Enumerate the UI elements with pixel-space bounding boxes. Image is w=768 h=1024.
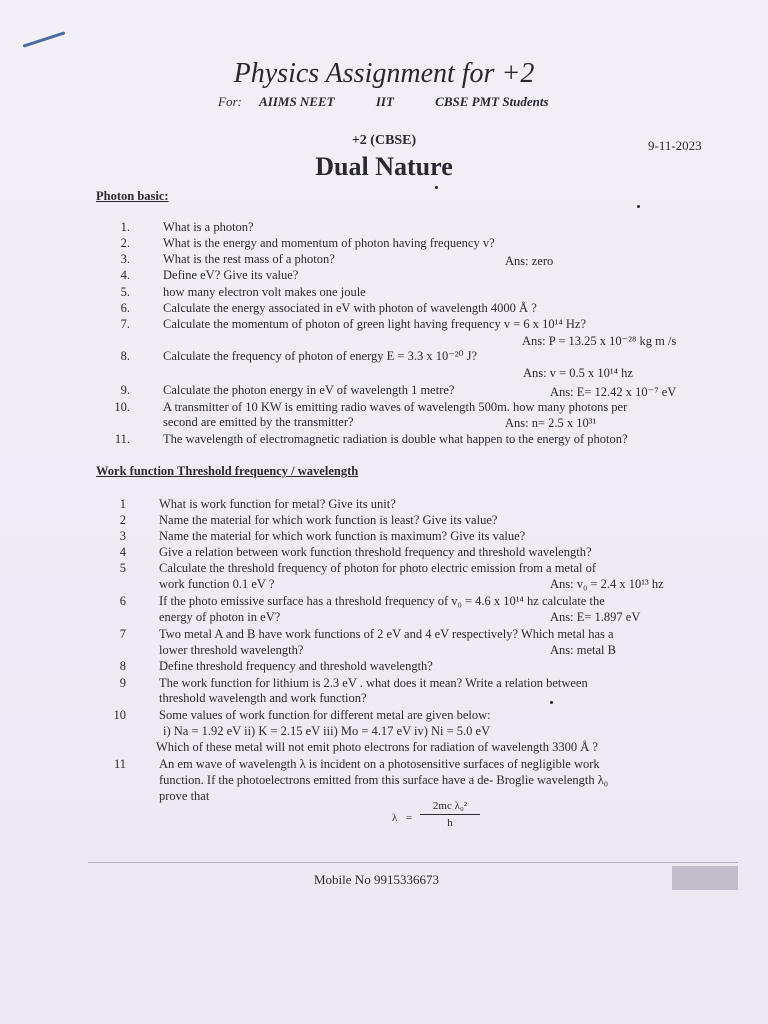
question-text-continued: work function 0.1 eV ? (159, 577, 275, 591)
answer-text: Ans: E= 1.897 eV (550, 610, 641, 624)
answer-text: Ans: n= 2.5 x 10³¹ (505, 416, 597, 430)
question-number: 10. (114, 400, 130, 414)
question-text: Calculate the energy associated in eV with photon of wavelength 4000 Å ? (163, 301, 537, 315)
page-title: Physics Assignment for +2 (233, 58, 535, 89)
question-number: 1. (120, 220, 130, 234)
for-label: For: (218, 94, 242, 109)
mobile-number: Mobile No 9915336673 (314, 872, 439, 887)
question-number: 2 (119, 513, 126, 527)
question-text: If the photo emissive surface has a threshold frequency of v₀ = 4.6 x 10¹⁴ hz calculate the (159, 594, 605, 608)
question-number: 3. (120, 252, 130, 266)
audience-line (218, 94, 587, 110)
question-number: 7. (120, 317, 130, 331)
section-heading-work-function: Work function Threshold frequency / wavelength (96, 464, 359, 478)
question-text: The work function for lithium is 2.3 eV . what does it mean? Write a relation between (159, 676, 588, 690)
question-text-continued: threshold wavelength and work function? (159, 691, 367, 705)
speck (435, 186, 438, 189)
answer-text: Ans: zero (505, 254, 554, 268)
question-text-continued: prove that (159, 789, 210, 803)
question-text: The wavelength of electromagnetic radiation is double what happen to the energy of photon? (163, 432, 628, 446)
question-number: 4 (119, 545, 126, 559)
question-text: Calculate the photon energy in eV of wavelength 1 metre? (163, 383, 455, 397)
formula-lhs: λ (392, 812, 398, 824)
formula-denominator: h (447, 817, 453, 829)
question-text-continued: i) Na = 1.92 eV ii) K = 2.15 eV iii) Mo = 4.17 eV iv) Ni = 5.0 eV (163, 724, 491, 738)
stamp-mark (672, 866, 738, 890)
question-number: 7 (119, 627, 126, 641)
formula-numerator: 2mc λ₀² (420, 800, 480, 815)
question-text-continued: function. If the photoelectrons emitted from this surface have a de- Broglie wavelength λ₀ (159, 773, 609, 787)
footer-divider (88, 862, 738, 863)
question-number: 10 (113, 708, 126, 722)
speck (637, 205, 640, 208)
question-text: Calculate the threshold frequency of photon for photo electric emission from a metal of (159, 561, 597, 575)
answer-text: Ans: v = 0.5 x 10¹⁴ hz (523, 366, 633, 380)
formula-fraction (420, 800, 480, 829)
question-text: What is work function for metal? Give its unit? (159, 497, 396, 511)
question-number: 5. (120, 285, 130, 299)
answer-text: Ans: P = 13.25 x 10⁻²⁸ kg m /s (522, 334, 677, 348)
answer-text: Ans: E= 12.42 x 10⁻⁷ eV (550, 385, 677, 399)
question-number: 9 (119, 676, 126, 690)
question-number: 6. (120, 301, 130, 315)
question-text-continued: energy of photon in eV? (159, 610, 281, 624)
question-number: 11. (114, 432, 130, 446)
question-text: What is the rest mass of a photon? (163, 252, 335, 266)
question-number: 3 (119, 529, 126, 543)
question-number: 2. (120, 236, 130, 250)
question-text: Calculate the momentum of photon of green light having frequency v = 6 x 10¹⁴ Hz? (163, 317, 587, 331)
question-text: Give a relation between work function threshold frequency and threshold wavelength? (159, 545, 592, 559)
question-text: Calculate the frequency of photon of energy E = 3.3 x 10⁻²⁰ J? (163, 349, 478, 363)
question-text: Define eV? Give its value? (163, 268, 299, 282)
question-text: An em wave of wavelength λ is incident on a photosensitive surfaces of negligible work (159, 757, 600, 771)
class-level: +2 (CBSE) (351, 133, 417, 148)
pen-mark (23, 31, 66, 47)
question-text: Define threshold frequency and threshold wavelength? (159, 659, 433, 673)
question-text: What is the energy and momentum of photon having frequency v? (163, 236, 495, 250)
question-number: 1 (119, 497, 126, 511)
assignment-date: 9-11-2023 (648, 138, 702, 153)
speck (550, 701, 553, 704)
chapter-title: Dual Nature (315, 152, 453, 181)
audience-cbse: CBSE PMT Students (435, 94, 549, 109)
question-number: 6 (119, 594, 126, 608)
formula-equals: = (406, 812, 413, 824)
question-number: 9. (120, 383, 130, 397)
question-text: Some values of work function for different metal are given below: (159, 708, 491, 722)
question-number: 8. (120, 349, 130, 363)
question-text-continued: lower threshold wavelength? (159, 643, 304, 657)
audience-iit: IIT (375, 94, 394, 109)
question-number: 11 (113, 757, 126, 771)
question-text: A transmitter of 10 KW is emitting radio waves of wavelength 500m. how many photons per (163, 400, 628, 414)
question-text: Name the material for which work function is least? Give its value? (159, 513, 498, 527)
question-text-continued: Which of these metal will not emit photo electrons for radiation of wavelength 3300 Å ? (156, 740, 598, 754)
section-heading-photon: Photon basic: (96, 189, 169, 203)
answer-text: Ans: v₀ = 2.4 x 10¹³ hz (550, 577, 664, 591)
question-text-continued: second are emitted by the transmitter? (163, 415, 354, 429)
question-number: 5 (119, 561, 126, 575)
question-text: What is a photon? (163, 220, 254, 234)
question-text: Name the material for which work function is maximum? Give its value? (159, 529, 526, 543)
question-number: 8 (119, 659, 126, 673)
question-text: how many electron volt makes one joule (163, 285, 366, 299)
answer-text: Ans: metal B (550, 643, 616, 657)
audience-aiims: AIIMS NEET (259, 94, 335, 109)
question-text: Two metal A and B have work functions of 2 eV and 4 eV respectively? Which metal has a (159, 627, 614, 641)
question-number: 4. (120, 268, 130, 282)
